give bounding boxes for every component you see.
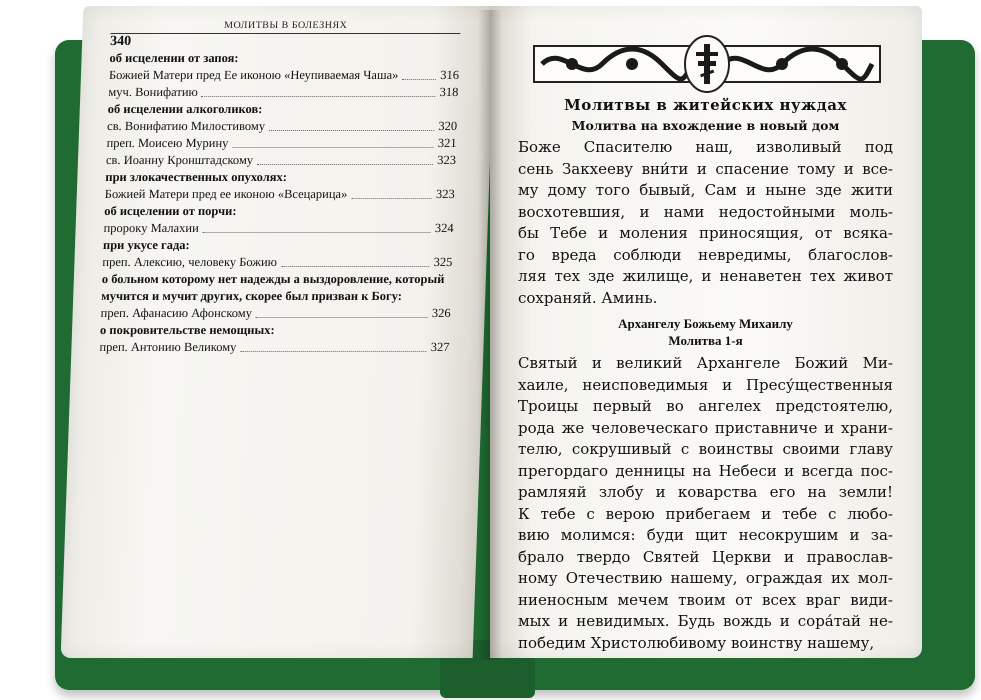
table-of-contents — [99, 50, 460, 356]
toc-text: св. Вонифатию Милостивому — [106, 119, 266, 133]
prayer-line: брало твердо Святей Церкви и православ- — [518, 547, 893, 566]
prayer-line: сохраняй. Аминь. — [518, 288, 658, 307]
prayer-subtitle: Молитва на вхождение в новый дом — [571, 118, 840, 133]
toc-heading — [103, 237, 454, 254]
toc-page-number: 318 — [439, 85, 459, 99]
page-number: 340 — [109, 34, 132, 49]
prayer-line: Боже Спасителю наш, изволивый под — [518, 138, 893, 156]
prayer-text-archangel — [518, 353, 893, 654]
toc-text: преп. Антонию Великому — [99, 340, 237, 354]
prayer-line: восхотевшия, и нами недостойными моль- — [518, 202, 893, 221]
prayer-number: Молитва 1-я — [668, 333, 743, 348]
toc-text: о больном которому нет надежды а выздоровление, который мучится и мучит других, скорее был призван к Богу: — [101, 272, 445, 303]
section-title: Молитвы в житейских нуждах — [564, 96, 847, 114]
left-page — [61, 6, 496, 658]
toc-heading — [100, 322, 451, 339]
right-page-content — [518, 96, 893, 654]
prayer-line: ляя тех зде жилище, и ненаветен тех живот — [518, 267, 893, 285]
prayer-line: му дому того бывый, Сам и ныне зде жити — [518, 181, 893, 199]
toc-page-number: 316 — [439, 68, 460, 82]
toc-text: об исцелении алкоголиков: — [107, 102, 263, 116]
toc-text: св. Иоанну Кронштадскому — [105, 153, 254, 167]
toc-text: преп. Моисею Мурину — [106, 136, 229, 150]
toc-page-number: 327 — [430, 340, 450, 354]
left-page-content — [99, 20, 461, 356]
prayer-line: бы Тебе и моления приносящия, от всякa- — [518, 224, 893, 242]
prayer-line: сень Закхееву вни́ти и спасение тому и все- — [518, 159, 893, 178]
toc-heading — [101, 271, 452, 305]
toc-text: преп. Алексию, человеку Божию — [102, 255, 278, 269]
toc-item — [106, 152, 457, 169]
prayer-line: телю, сокрушивый с воинствы своими главу — [518, 440, 893, 458]
toc-leader-dots — [351, 186, 432, 199]
toc-item — [103, 220, 454, 237]
prayer-line: го вреда соблюди невредимы, благослов- — [518, 245, 893, 264]
toc-leader-dots — [232, 135, 434, 148]
toc-item — [108, 84, 459, 101]
toc-page-number: 324 — [434, 221, 454, 235]
right-page — [490, 6, 922, 658]
toc-text: Божией Матери пред Ее иконою «Неупиваемая Чаша» — [108, 68, 399, 82]
toc-page-number: 323 — [435, 187, 456, 201]
bleed-through-text — [111, 346, 412, 362]
prayer-line: ному Отечествию нашему, ограждая их мол- — [518, 569, 893, 587]
toc-text: Божией Матери пред ее иконою «Всецарица» — [104, 187, 348, 201]
toc-text: пророку Малахии — [103, 221, 200, 235]
prayer-line: победим Христолюбивому воинству нашему, — [518, 633, 875, 652]
toc-item — [105, 186, 456, 203]
prayer-line: мых и невидимых. Будь вождь и сора́тай не- — [518, 612, 893, 630]
toc-page-number: 325 — [433, 255, 453, 269]
prayer-line: К тебе с верою прибегаем и тебе с любо- — [518, 504, 893, 523]
toc-text: об исцелении от запоя: — [109, 51, 239, 65]
decorative-header-ornament — [532, 34, 882, 94]
prayer-line: прегордаго денницы на Небеси и всегда пос- — [518, 461, 893, 480]
toc-item — [109, 67, 460, 84]
toc-page-number: 326 — [431, 306, 451, 320]
toc-leader-dots — [402, 67, 436, 80]
toc-page-number: 320 — [438, 119, 458, 133]
archangel-heading: Архангелу Божьему Михаилу — [618, 316, 793, 331]
toc-leader-dots — [256, 305, 428, 318]
prayer-line: рода же человеческаго приставниче и храни- — [518, 418, 893, 437]
toc-page-number: 323 — [437, 153, 457, 167]
toc-item — [106, 135, 457, 152]
toc-heading — [109, 50, 460, 67]
toc-leader-dots — [281, 254, 430, 267]
prayer-text-house — [518, 137, 893, 309]
book-gutter — [478, 10, 502, 660]
toc-leader-dots — [203, 220, 432, 233]
toc-text: при укусе гада: — [102, 238, 190, 252]
toc-leader-dots — [202, 84, 436, 97]
toc-heading — [104, 203, 455, 220]
toc-item — [107, 118, 458, 135]
toc-leader-dots — [257, 152, 434, 165]
prayer-line: ниеносным мечем твоим от всех враг види- — [518, 590, 893, 609]
prayer-line: хаиле, неисповедимыя и Пресу́щественныя — [518, 375, 893, 394]
toc-leader-dots — [269, 118, 435, 131]
prayer-line: Святый и великий Архангеле Божий Ми- — [518, 354, 893, 372]
toc-heading — [105, 169, 456, 186]
toc-text: преп. Афанасию Афонскому — [100, 306, 253, 320]
toc-heading — [107, 101, 458, 118]
running-head: МОЛИТВЫ В БОЛЕЗНЯХ — [110, 20, 460, 34]
toc-page-number: 321 — [437, 136, 457, 150]
toc-item — [102, 254, 453, 271]
toc-item — [100, 305, 451, 322]
toc-text: об исцелении от порчи: — [103, 204, 237, 218]
toc-text: при злокачественных опухолях: — [105, 170, 288, 184]
toc-text: муч. Вонифатию — [108, 85, 199, 99]
prayer-line: рамляяй злобу и коварства его на земли! — [518, 483, 893, 501]
prayer-line: Троицы первый во ангелех предстоятелю, — [518, 397, 893, 415]
prayer-line: вию молимся: буди щит несокрушим и за- — [518, 526, 893, 544]
toc-text: о покровительстве немощных: — [99, 323, 275, 337]
